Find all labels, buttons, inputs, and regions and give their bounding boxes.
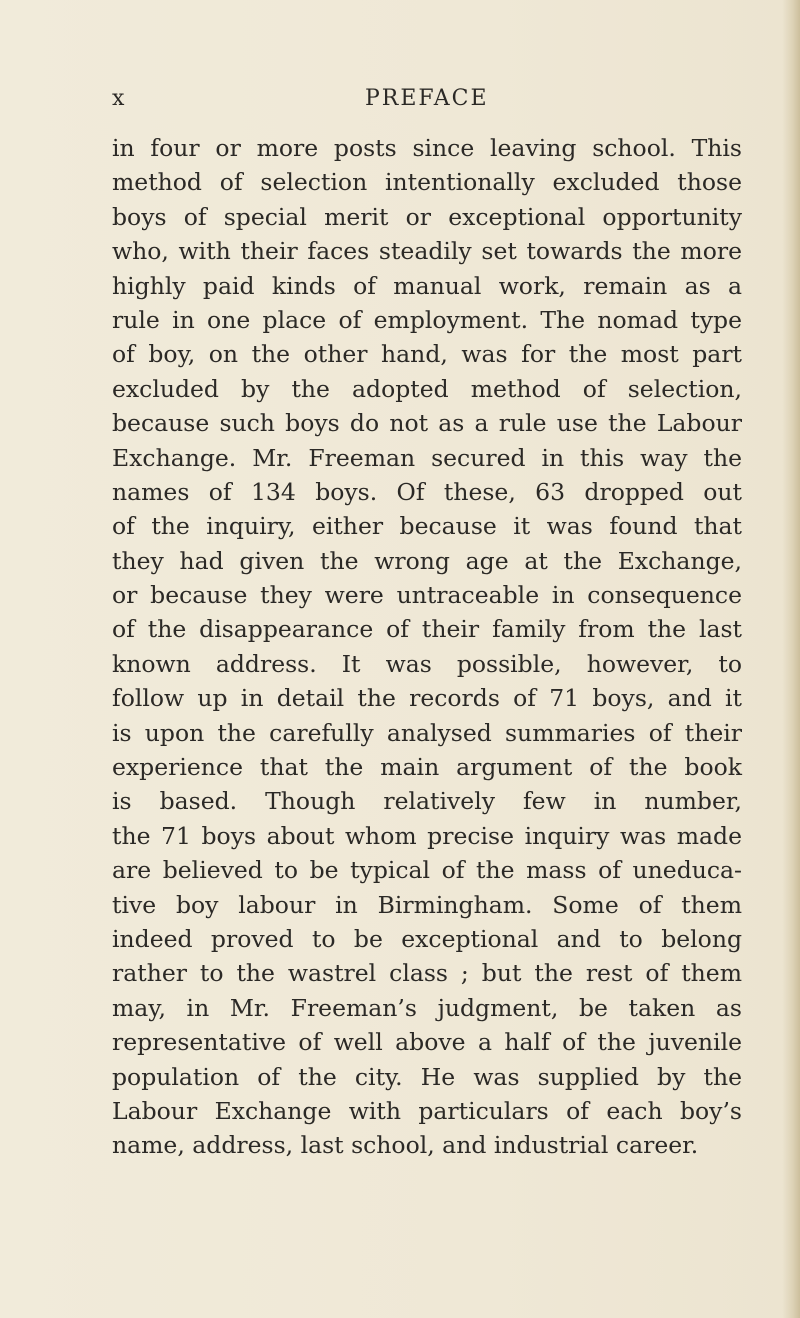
text-line: known address. It was possible, however, to [112, 649, 742, 678]
text-line: tive boy labour in Birmingham. Some of them [112, 890, 742, 919]
text-line: in four or more posts since leaving school. This [112, 134, 742, 162]
text-line: of the disappearance of their family from the last [112, 615, 742, 644]
text-line: who, with their faces steadily set towards the more [112, 237, 742, 266]
text-line: indeed proved to be exceptional and to belong [112, 924, 742, 953]
text-line: rather to the wastrel class ; but the rest of them [112, 959, 742, 988]
text-line: population of the city. He was supplied by the [112, 1062, 742, 1091]
text-line: follow up in detail the records of 71 boys, and it [112, 684, 742, 713]
page-header [0, 86, 800, 116]
text-line: is based. Though relatively few in number, [112, 787, 742, 816]
text-line: Labour Exchange with particulars of each boy’s [112, 1096, 742, 1125]
text-line: or because they were untraceable in consequence [112, 581, 742, 610]
text-line: of the inquiry, either because it was found that [112, 512, 742, 541]
page-number: x [112, 86, 126, 111]
text-line: method of selection intentionally excluded those [112, 168, 742, 197]
text-line: excluded by the adopted method of selection, [112, 374, 742, 403]
text-line: representative of well above a half of the juvenile [112, 1028, 742, 1057]
text-line: names of 134 boys. Of these, 63 dropped out [112, 477, 742, 506]
text-line: experience that the main argument of the book [112, 753, 742, 782]
text-line: rule in one place of employment. The nomad type [112, 305, 742, 334]
text-line: boys of special merit or exceptional opportunity [112, 202, 742, 231]
text-line: the 71 boys about whom precise inquiry was made [112, 821, 742, 850]
text-line: highly paid kinds of manual work, remain as a [112, 271, 742, 300]
text-line: they had given the wrong age at the Exchange, [112, 546, 742, 575]
text-line: is upon the carefully analysed summaries of their [112, 718, 742, 747]
text-line: are believed to be typical of the mass of uneduca- [112, 856, 742, 885]
text-line: may, in Mr. Freeman’s judgment, be taken as [112, 993, 742, 1022]
text-line: because such boys do not as a rule use the Labour [112, 409, 742, 438]
text-line: Exchange. Mr. Freeman secured in this way the [112, 443, 742, 472]
text-line: of boy, on the other hand, was for the most part [112, 340, 742, 369]
running-title: PREFACE [365, 86, 489, 111]
page-edge-shadow [782, 0, 800, 1318]
text-line: name, address, last school, and industrial career. [112, 1131, 699, 1160]
body-text [112, 131, 742, 1163]
